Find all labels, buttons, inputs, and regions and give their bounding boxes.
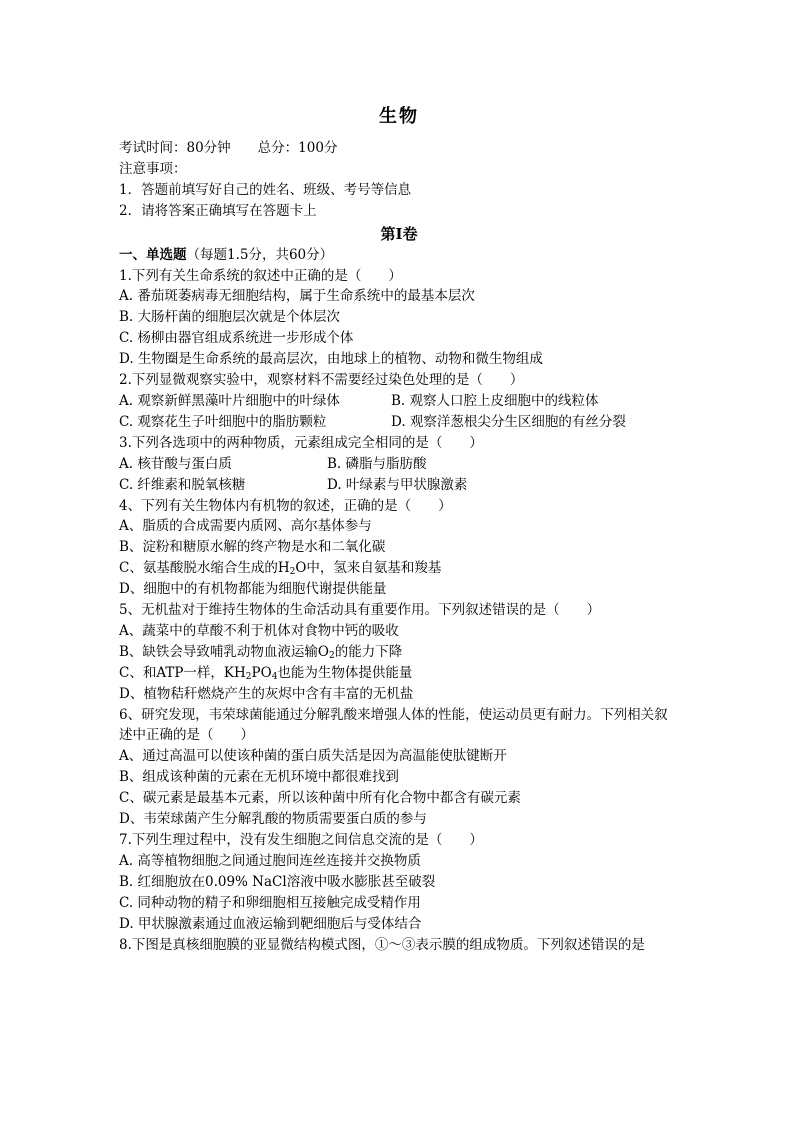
option-c: C. 纤维素和脱氧核糖 [119, 476, 246, 493]
note-item: 2．请将答案正确填写在答题卡上 [119, 202, 317, 219]
question-stem: 6、研究发现，韦荣球菌能通过分解乳酸来增强人体的性能，使运动员更有耐力。下列相关叙述中正确的是（ ） [119, 706, 668, 744]
option-d: D. 观察洋葱根尖分生区细胞的有丝分裂 [391, 413, 626, 430]
question-stem: 7.下列生理过程中，没有发生细胞之间信息交流的是（ ） [119, 832, 483, 848]
option-row [119, 391, 679, 412]
notes-heading: 注意事项： [119, 160, 187, 177]
option-d: D、植物秸秆燃烧产生的灰烬中含有丰富的无机盐 [119, 685, 414, 702]
option-d: D、细胞中的有机物都能为细胞代谢提供能量 [119, 581, 387, 598]
page-title: 生物 [379, 106, 419, 127]
option-a: A. 观察新鲜黑藻叶片细胞中的叶绿体 [119, 392, 340, 409]
note-item: 1．答题前填写好自己的姓名、班级、考号等信息 [119, 181, 412, 198]
question-stem: 5、无机盐对于维持生物体的生命活动具有重要作用。下列叙述错误的是（ ） [119, 602, 601, 619]
option-a: A. 核苷酸与蛋白质 [119, 455, 232, 472]
question-stem: 3.下列各选项中的两种物质，元素组成完全相同的是（ ） [119, 434, 483, 451]
option-d: D、韦荣球菌产生分解乳酸的物质需要蛋白质的参与 [119, 811, 427, 828]
option-row [119, 454, 679, 475]
option-b: B. 观察人口腔上皮细胞中的线粒体 [391, 392, 599, 409]
question-stem: 8.下图是真核细胞膜的亚显微结构模式图，①～③表示膜的组成物质。下列叙述错误的是 [119, 936, 645, 953]
option-c: C、和ATP一样，$KH_2PO_4$也能为生物体提供能量 [119, 664, 413, 682]
option-c: C、碳元素是最基本元素，所以该种菌中所有化合物中都含有碳元素 [119, 790, 521, 807]
option-c: C. 杨柳由器官组成系统进一步形成个体 [119, 330, 354, 347]
option-d: D. 叶绿素与甲状腺激素 [327, 476, 468, 493]
option-a: A. 番茄斑萎病毒无细胞结构，属于生命系统中的最基本层次 [119, 288, 475, 305]
option-row [119, 412, 679, 433]
option-a: A. 高等植物细胞之间通过胞间连丝连接并交换物质 [119, 852, 421, 869]
volume-heading: 第I卷 [380, 224, 418, 243]
option-row [119, 475, 679, 496]
option-b: B. 红细胞放在0.09% NaCl溶液中吸水膨胀甚至破裂 [119, 873, 436, 890]
option-d: D. 生物圈是生命系统的最高层次，由地球上的植物、动物和微生物组成 [119, 351, 543, 368]
option-a: A、通过高温可以使该种菌的蛋白质失活是因为高温能使肽键断开 [119, 748, 507, 765]
option-c: C、氨基酸脱水缩合生成的$H_2O$中，氢来自氨基和羧基 [119, 560, 442, 578]
option-b: B、淀粉和糖原水解的终产物是水和二氧化碳 [119, 539, 386, 556]
option-a: A、脂质的合成需要内质网、高尔基体参与 [119, 518, 372, 535]
option-b: B、缺铁会导致哺乳动物血液运输$O_2$的能力下降 [119, 643, 403, 661]
option-a: A、蔬菜中的草酸不利于机体对食物中钙的吸收 [119, 622, 399, 639]
question-stem: 4、下列有关生物体内有机物的叙述，正确的是（ ） [119, 497, 452, 514]
option-c: C. 同种动物的精子和卵细胞相互接触完成受精作用 [119, 894, 421, 911]
option-d: D. 甲状腺激素通过血液运输到靶细胞后与受体结合 [119, 915, 422, 932]
section-name: 一、单选题 [119, 246, 187, 263]
option-b: B. 大肠杆菌的细胞层次就是个体层次 [119, 309, 341, 326]
question-stem: 2.下列显微观察实验中，观察材料不需要经过染色处理的是（ ） [119, 372, 524, 389]
option-b: B、组成该种菌的元素在无机环境中都很难找到 [119, 769, 399, 786]
section-detail: （每题1.5分，共60分） [186, 246, 334, 263]
section-heading [119, 245, 679, 266]
option-c: C. 观察花生子叶细胞中的脂肪颗粒 [119, 413, 327, 430]
question-stem: 1.下列有关生命系统的叙述中正确的是（ ） [119, 267, 402, 284]
exam-page [119, 104, 679, 955]
exam-info: 考试时间：80分钟 总分：100分 [119, 140, 338, 156]
option-b: B. 磷脂与脂肪酸 [327, 455, 427, 472]
